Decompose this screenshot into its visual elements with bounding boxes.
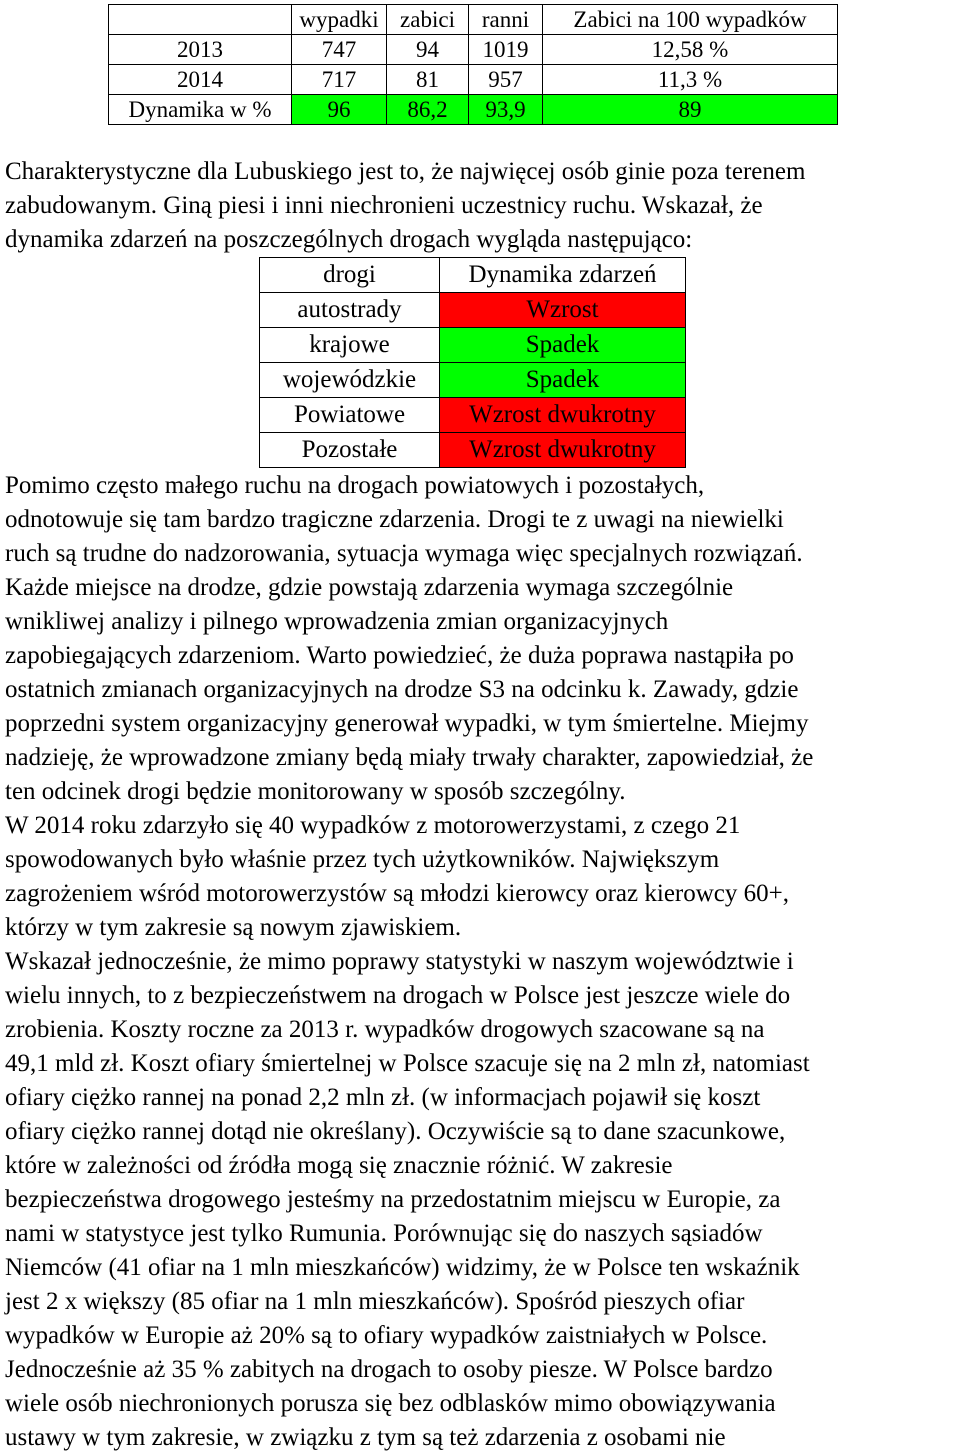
text-line: Niemców (41 ofiar na 1 mln mieszkańców) widzimy, że w Polsce ten wskaźnik [5,1254,800,1281]
text-line: dynamika zdarzeń na poszczególnych drogach wygląda następująco: [5,226,693,253]
text-line: Pomimo często małego ruchu na drogach powiatowych i pozostałych, [5,472,705,499]
text-line: 49,1 mld zł. Koszt ofiary śmiertelnej w Polsce szacuje się na 2 mln zł, natomiast [5,1050,810,1077]
table-cell: 12,58 % [543,35,838,65]
header-cell-ranni: ranni [469,5,543,35]
text-line: wielu innych, to z bezpieczeństwem na drogach w Polsce jest jeszcze wiele do [5,982,791,1009]
table-cell-red: Wzrost dwukrotny [440,433,686,468]
table-cell-red: Wzrost dwukrotny [440,398,686,433]
table-cell-green: 86,2 [387,95,469,125]
table-cell: Pozostałe [260,433,440,468]
table-row [109,35,838,65]
text-line: ten odcinek drogi będzie monitorowany w sposób szczególny. [5,778,626,805]
text-line: poprzedni system organizacyjny generował wypadki, w tym śmiertelne. Miejmy [5,710,809,737]
text-line: którzy w tym zakresie są nowym zjawiskiem. [5,914,462,941]
table-header-row [260,258,686,293]
table-cell: 94 [387,35,469,65]
table-header-row [109,5,838,35]
table-cell: 81 [387,65,469,95]
text-line: zabudowanym. Giną piesi i inni niechronieni uczestnicy ruchu. Wskazał, że [5,192,763,219]
text-line: Jednocześnie aż 35 % zabitych na drogach to osoby piesze. W Polsce bardzo [5,1356,773,1383]
table-cell: 717 [292,65,387,95]
header-cell-empty [109,5,292,35]
text-line: odnotowuje się tam bardzo tragiczne zdarzenia. Drogi te z uwagi na niewielki [5,506,784,533]
table-cell-green: 96 [292,95,387,125]
text-line: Charakterystyczne dla Lubuskiego jest to, że najwięcej osób ginie poza terenem [5,158,806,185]
text-line: jest 2 x większy (85 ofiar na 1 mln mieszkańców). Spośród pieszych ofiar [5,1288,745,1315]
body-text [5,469,960,1455]
text-line: Wskazał jednocześnie, że mimo poprawy statystyki w naszym województwie i [5,948,794,975]
table-cell: autostrady [260,293,440,328]
text-line: zrobienia. Koszty roczne za 2013 r. wypadków drogowych szacowane są na [5,1016,765,1043]
header-cell-zabici: zabici [387,5,469,35]
table-cell: wojewódzkie [260,363,440,398]
intro-paragraph [5,155,960,257]
text-line: ofiary ciężko rannej na ponad 2,2 mln zł. (w informacjach pojawił się koszt [5,1084,761,1111]
text-line: spowodowanych było właśnie przez tych użytkowników. Największym [5,846,720,873]
text-line: zapobiegających zdarzeniom. Warto powiedzieć, że duża poprawa nastąpiła po [5,642,794,669]
table-cell-green: Spadek [440,363,686,398]
text-line: nadzieję, że wprowadzone zmiany będą miały trwały charakter, zapowiedział, że [5,744,814,771]
road-dynamics-table [259,257,686,468]
header-cell-wypadki: wypadki [292,5,387,35]
table-cell: 2013 [109,35,292,65]
text-line: zagrożeniem wśród motorowerzystów są młodzi kierowcy oraz kierowcy 60+, [5,880,789,907]
text-line: ostatnich zmianach organizacyjnych na drodze S3 na odcinku k. Zawady, gdzie [5,676,799,703]
text-line: Każde miejsce na drodze, gdzie powstają zdarzenia wymaga szczególnie [5,574,734,601]
table-cell: 1019 [469,35,543,65]
table-row [260,363,686,398]
text-line: W 2014 roku zdarzyło się 40 wypadków z motorowerzystami, z czego 21 [5,812,741,839]
table-cell: Dynamika w % [109,95,292,125]
table-cell: 11,3 % [543,65,838,95]
table-row [260,293,686,328]
text-line: ustawy w tym zakresie, w związku z tym są też zdarzenia z osobami nie [5,1424,726,1451]
header-cell-dynamika: Dynamika zdarzeń [440,258,686,293]
accident-statistics-table [108,4,838,125]
text-line: ofiary ciężko rannej dotąd nie określany). Oczywiście są to dane szacunkowe, [5,1118,786,1145]
table-cell: 2014 [109,65,292,95]
table-row-dynamics [109,95,838,125]
table-cell-green: Spadek [440,328,686,363]
text-line: wiele osób niechronionych porusza się bez odblasków mimo obowiązywania [5,1390,776,1417]
text-line: bezpieczeństwa drogowego jesteśmy na przedostatnim miejscu w Europie, za [5,1186,781,1213]
table-row [260,433,686,468]
header-cell-zabici-na-100: Zabici na 100 wypadków [543,5,838,35]
table-row [260,328,686,363]
text-line: wnikliwej analizy i pilnego wprowadzenia zmian organizacyjnych [5,608,669,635]
header-cell-drogi: drogi [260,258,440,293]
table-cell: 747 [292,35,387,65]
table-cell: krajowe [260,328,440,363]
text-line: ruch są trudne do nadzorowania, sytuacja wymaga więc specjalnych rozwiązań. [5,540,803,567]
table-cell-red: Wzrost [440,293,686,328]
table-row [260,398,686,433]
table-cell-green: 93,9 [469,95,543,125]
text-line: nami w statystyce jest tylko Rumunia. Porównując się do naszych sąsiadów [5,1220,763,1247]
table-cell: Powiatowe [260,398,440,433]
text-line: wypadków w Europie aż 20% są to ofiary wypadków zaistniałych w Polsce. [5,1322,768,1349]
table-row [109,65,838,95]
text-line: które w zależności od źródła mogą się znacznie różnić. W zakresie [5,1152,673,1179]
table-cell: 957 [469,65,543,95]
table-cell-green: 89 [543,95,838,125]
